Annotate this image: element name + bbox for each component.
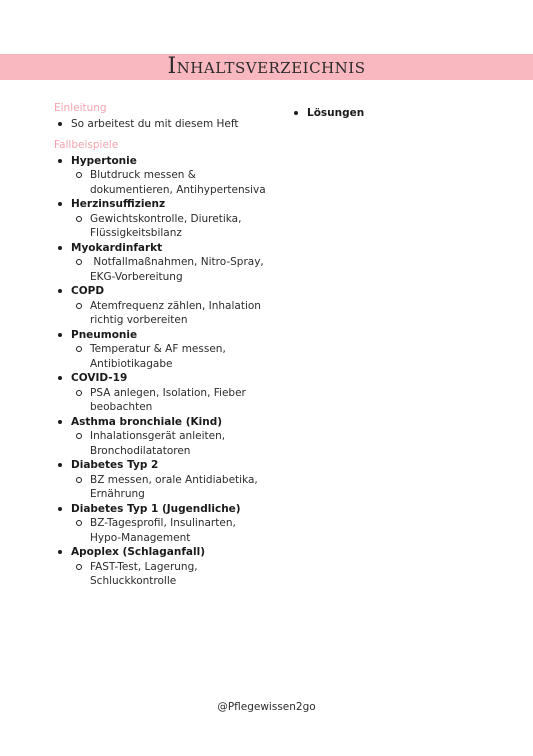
toc-case-item[interactable] <box>54 241 274 285</box>
toc-case-item[interactable] <box>54 502 274 546</box>
case-details <box>54 168 274 197</box>
toc-item-solutions[interactable]: Lösungen <box>290 106 490 121</box>
case-title: Hypertonie <box>71 154 137 167</box>
case-list <box>54 154 274 589</box>
case-detail-line: richtig vorbereiten <box>90 314 188 326</box>
case-detail-text <box>54 299 274 328</box>
case-details <box>54 560 274 589</box>
toc-case-item[interactable] <box>54 458 274 502</box>
case-detail-text <box>54 255 274 284</box>
case-detail-line: Temperatur & AF messen, <box>90 343 226 355</box>
case-title: Diabetes Typ 2 <box>71 459 159 471</box>
case-detail-line: Notfallmaßnahmen, Nitro-Spray, <box>90 256 264 268</box>
toc-case-item[interactable] <box>54 415 274 459</box>
toc-case-item[interactable] <box>54 197 274 241</box>
case-details <box>54 429 274 458</box>
toc-item-intro[interactable]: So arbeitest du mit diesem Heft <box>54 117 274 132</box>
case-title: COPD <box>71 285 105 297</box>
case-detail-line: EKG-Vorbereitung <box>90 270 183 283</box>
case-detail-line: beobachten <box>90 401 153 413</box>
right-list <box>290 106 490 121</box>
case-detail-line: PSA anlegen, Isolation, Fieber <box>90 386 246 399</box>
case-detail-line: FAST-Test, Lagerung, <box>90 560 198 573</box>
case-title: Diabetes Typ 1 (Jugendliche) <box>71 502 241 515</box>
case-detail-line: Inhalationsgerät anleiten, <box>90 430 226 442</box>
case-detail-line: BZ messen, orale Antidiabetika, <box>90 473 258 486</box>
toc-left-column <box>54 101 274 589</box>
section-heading-intro: Einleitung <box>54 102 107 114</box>
case-title: COVID-19 <box>71 372 128 384</box>
case-details <box>54 255 274 284</box>
case-details <box>54 212 274 241</box>
case-title: Myokardinfarkt <box>71 241 163 254</box>
case-detail-text <box>54 560 274 589</box>
case-detail-line: Ernährung <box>90 488 145 500</box>
case-detail-line: Antibiotikagabe <box>90 357 173 370</box>
case-detail-line: Flüssigkeitsbilanz <box>90 227 182 239</box>
case-detail-text <box>54 473 274 502</box>
intro-list <box>54 117 274 132</box>
case-details <box>54 473 274 502</box>
case-detail-text <box>54 429 274 458</box>
case-title: Herzinsuffizienz <box>71 198 166 210</box>
case-detail-text <box>54 386 274 415</box>
case-detail-line: Gewichtskontrolle, Diuretika, <box>90 212 242 225</box>
section-heading-cases: Fallbeispiele <box>54 138 119 151</box>
case-detail-line: Blutdruck messen & <box>90 169 196 181</box>
case-detail-line: BZ-Tagesprofil, Insulinarten, <box>90 517 236 529</box>
case-details <box>54 299 274 328</box>
case-title: Apoplex (Schlaganfall) <box>71 546 205 558</box>
case-detail-line: Hypo-Management <box>90 531 191 544</box>
toc-right-column <box>290 106 490 121</box>
case-detail-line: Atemfrequenz zählen, Inhalation <box>90 299 261 312</box>
case-details <box>54 516 274 545</box>
toc-case-item[interactable] <box>54 545 274 589</box>
case-details <box>54 342 274 371</box>
footer-handle: @Pflegewissen2go <box>217 701 316 713</box>
page-title: Inhaltsverzeichnis <box>167 54 366 79</box>
case-detail-line: dokumentieren, Antihypertensiva <box>90 183 266 196</box>
toc-case-item[interactable] <box>54 328 274 372</box>
toc-case-item[interactable] <box>54 284 274 328</box>
case-detail-text <box>54 168 274 197</box>
case-detail-text <box>54 516 274 545</box>
case-title: Pneumonie <box>71 328 138 341</box>
case-detail-text <box>54 212 274 241</box>
case-detail-line: Bronchodilatatoren <box>90 444 191 457</box>
title-banner <box>0 54 533 80</box>
toc-case-item[interactable] <box>54 371 274 415</box>
case-detail-line: Schluckkontrolle <box>90 575 177 587</box>
case-title: Asthma bronchiale (Kind) <box>71 415 223 428</box>
case-details <box>54 386 274 415</box>
case-detail-text <box>54 342 274 371</box>
toc-case-item[interactable] <box>54 154 274 198</box>
